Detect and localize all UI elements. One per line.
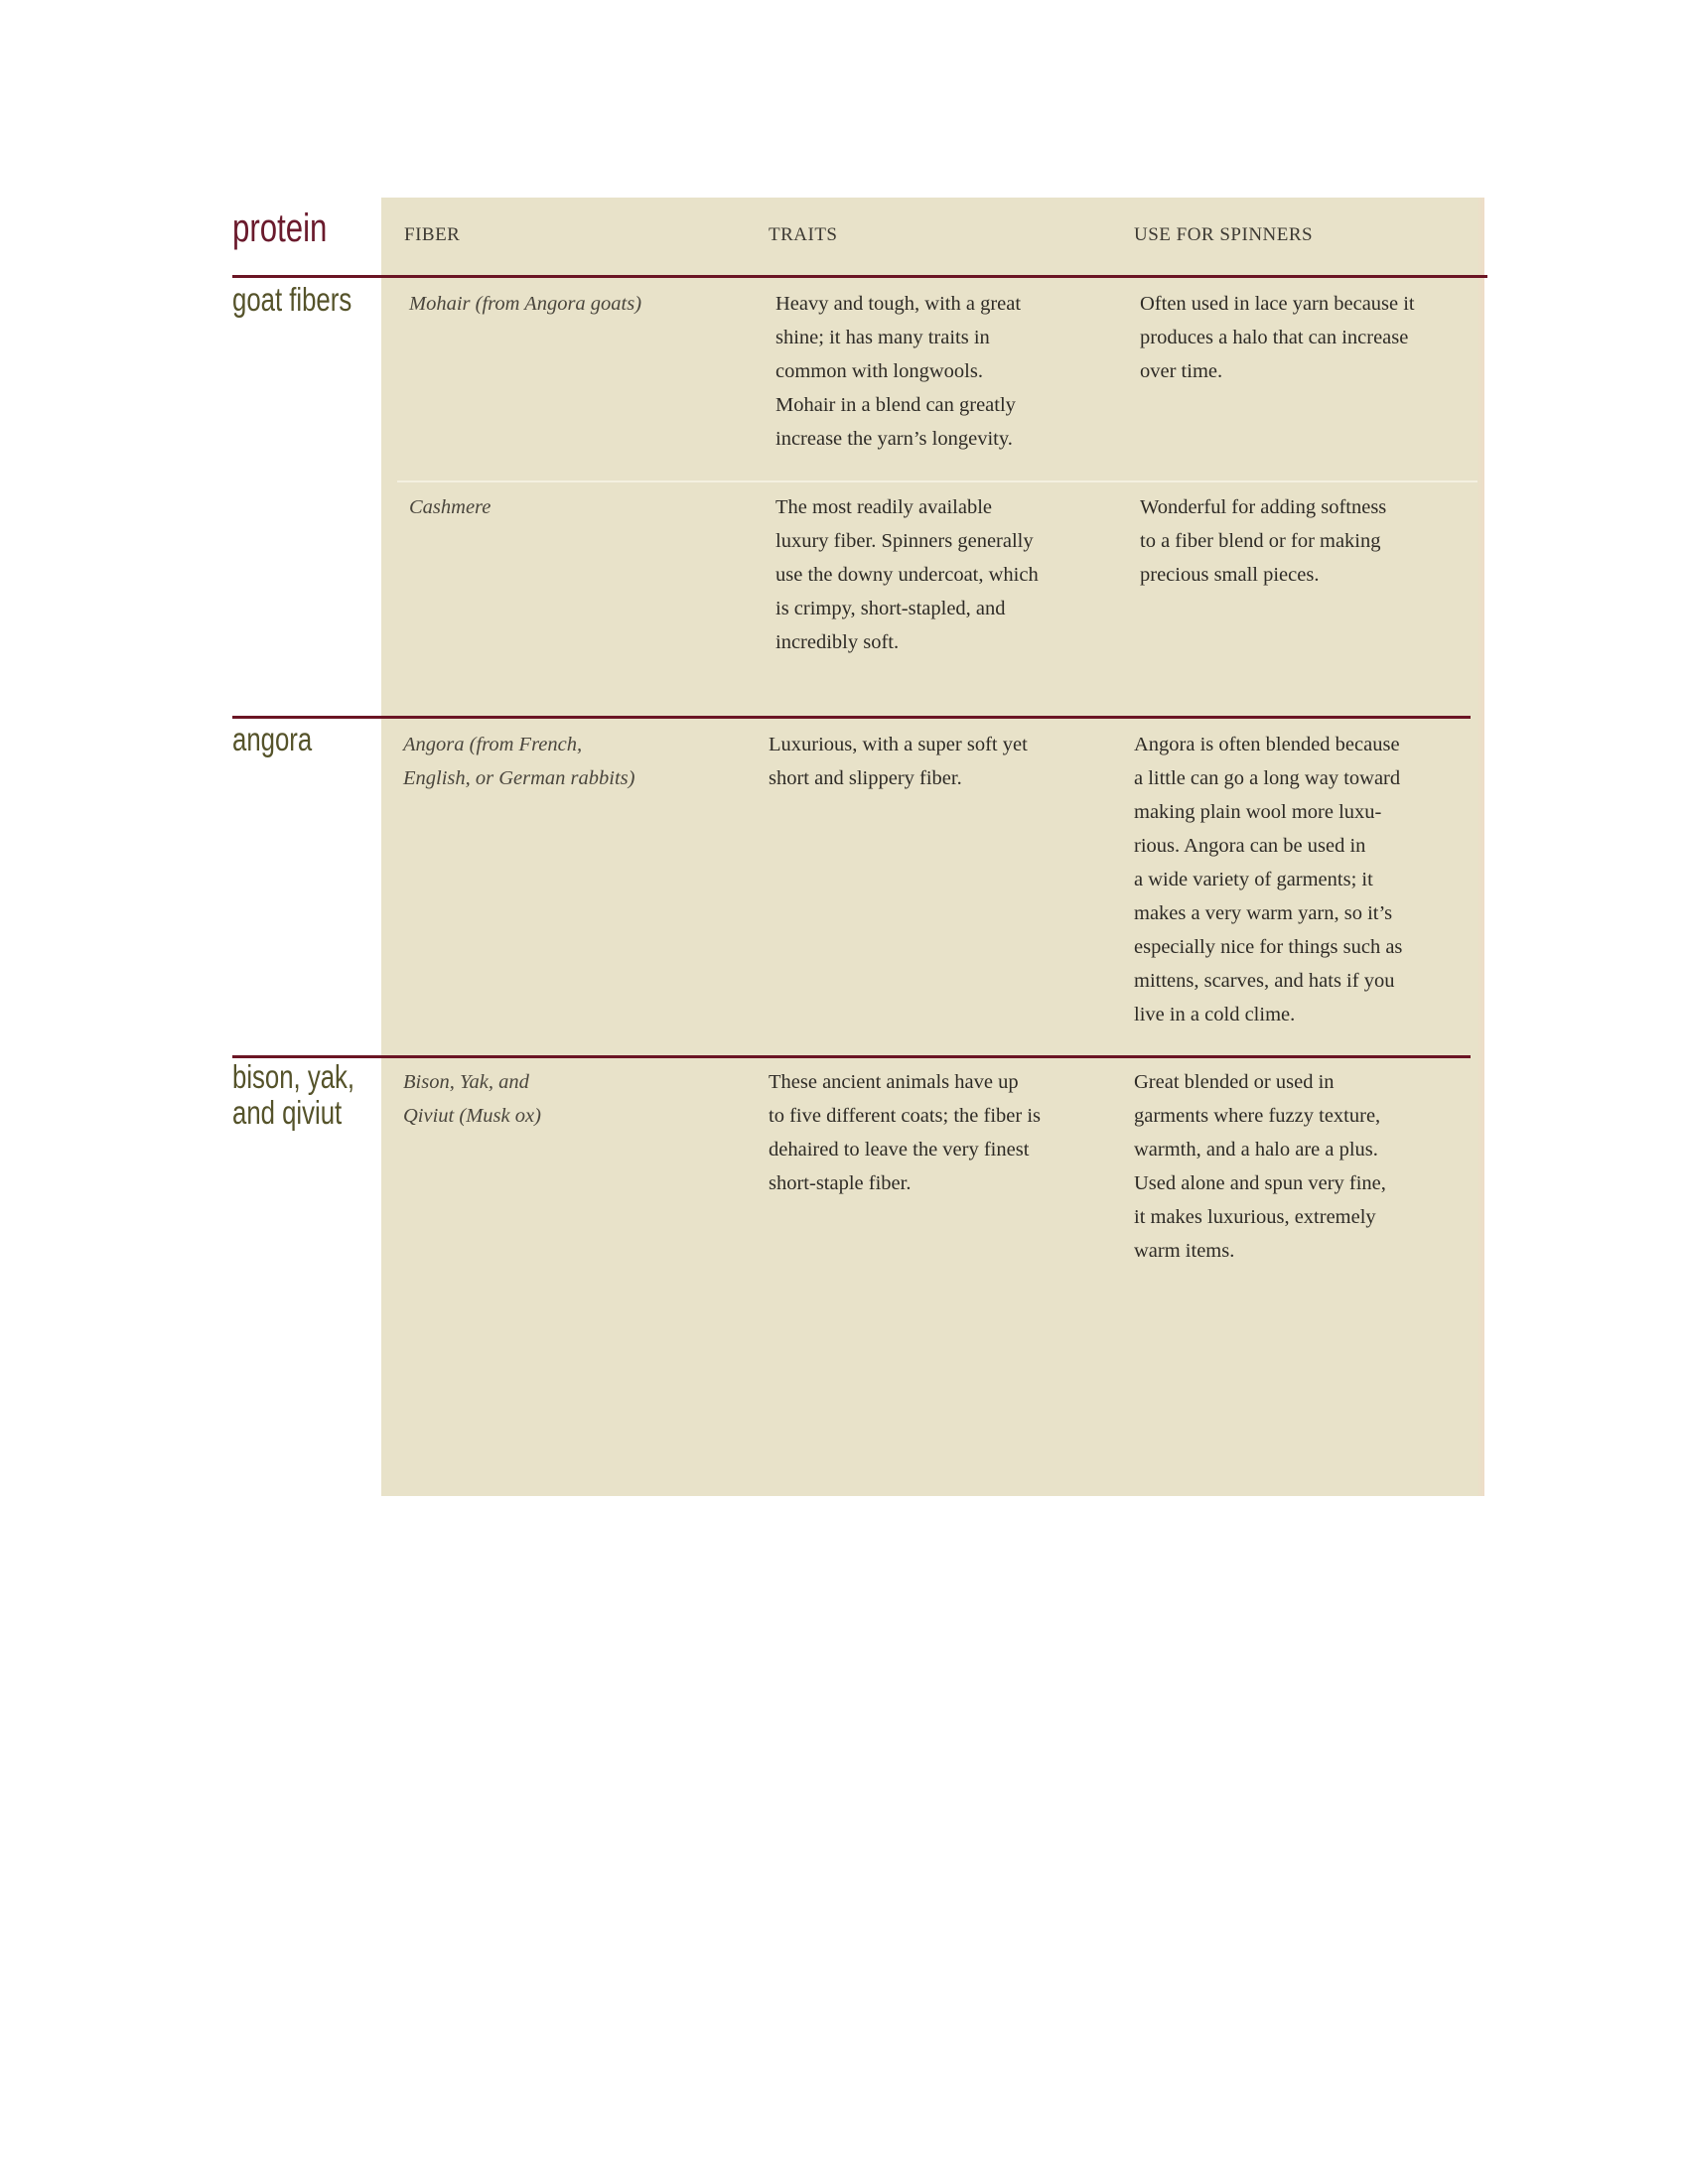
fiber-cell-angora [403, 728, 634, 795]
text-line: Mohair (from Angora goats) [409, 293, 642, 315]
label-line: and qiviut [232, 1094, 343, 1132]
text-line: Mohair in a blend can greatly [775, 394, 1016, 416]
group-label-goat-fibers [232, 282, 352, 318]
text-line: rious. Angora can be used in [1134, 835, 1366, 857]
text-line: especially nice for things such as [1134, 936, 1403, 958]
group-rule-bison [232, 1055, 1471, 1058]
group-label-angora [232, 722, 312, 757]
text-line: live in a cold clime. [1134, 1004, 1296, 1025]
text-line: The most readily available [775, 496, 993, 518]
header-rule [232, 275, 1487, 278]
text-line: Heavy and tough, with a great [775, 293, 1022, 315]
text-line: increase the yarn’s longevity. [775, 428, 1013, 450]
text-line: shine; it has many traits in [775, 327, 990, 348]
text-line: is crimpy, short-stapled, and [775, 598, 1006, 619]
text-line: warm items. [1134, 1240, 1235, 1262]
traits-cell-cashmere [775, 490, 1039, 659]
use-cell-mohair [1140, 287, 1415, 388]
header-fiber: FIBER [404, 224, 461, 245]
header-use-for-spinners: USE FOR SPINNERS [1134, 224, 1314, 245]
text-line: mittens, scarves, and hats if you [1134, 970, 1395, 992]
text-line: over time. [1140, 360, 1223, 382]
group-label-bison-yak-qiviut [232, 1059, 354, 1132]
text-line: use the downy undercoat, which [775, 564, 1039, 586]
text-line: Luxurious, with a super soft yet [769, 734, 1028, 755]
section-title: protein [232, 206, 328, 250]
traits-cell-angora [769, 728, 1028, 795]
text-line: Wonderful for adding softness [1140, 496, 1387, 518]
use-cell-angora [1134, 728, 1402, 1031]
text-line: short-staple fiber. [769, 1172, 912, 1194]
text-line: incredibly soft. [775, 631, 900, 653]
text-line: precious small pieces. [1140, 564, 1320, 586]
text-line: a little can go a long way toward [1134, 767, 1401, 789]
text-line: Angora (from French, [403, 734, 583, 755]
text-line: making plain wool more luxu- [1134, 801, 1382, 823]
text-line: a wide variety of garments; it [1134, 869, 1373, 890]
label-line: angora [232, 721, 313, 757]
text-line: warmth, and a halo are a plus. [1134, 1139, 1378, 1160]
text-line: it makes luxurious, extremely [1134, 1206, 1376, 1228]
use-cell-bison-yak-qiviut [1134, 1065, 1386, 1268]
fiber-cell-mohair [409, 287, 641, 321]
text-line: Qiviut (Musk ox) [403, 1105, 541, 1127]
text-line: English, or German rabbits) [403, 767, 635, 789]
text-line: luxury fiber. Spinners generally [775, 530, 1034, 552]
text-line: dehaired to leave the very finest [769, 1139, 1030, 1160]
label-line: goat fibers [232, 281, 352, 318]
traits-cell-mohair [775, 287, 1021, 456]
text-line: to five different coats; the fiber is [769, 1105, 1041, 1127]
text-line: Bison, Yak, and [403, 1071, 529, 1093]
use-cell-cashmere [1140, 490, 1386, 592]
label-line: bison, yak, [232, 1058, 355, 1095]
text-line: Used alone and spun very fine, [1134, 1172, 1386, 1194]
text-line: Angora is often blended because [1134, 734, 1400, 755]
text-line: produces a halo that can increase [1140, 327, 1409, 348]
text-line: garments where fuzzy texture, [1134, 1105, 1381, 1127]
text-line: makes a very warm yarn, so it’s [1134, 902, 1393, 924]
group-rule-angora [232, 716, 1471, 719]
text-line: Great blended or used in [1134, 1071, 1335, 1093]
traits-cell-bison-yak-qiviut [769, 1065, 1041, 1200]
row-divider [397, 480, 1477, 482]
fiber-cell-cashmere [409, 490, 491, 524]
text-line: Cashmere [409, 496, 492, 518]
fiber-cell-bison-yak-qiviut [403, 1065, 541, 1133]
text-line: common with longwools. [775, 360, 983, 382]
header-traits: TRAITS [769, 224, 838, 245]
text-line: Often used in lace yarn because it [1140, 293, 1415, 315]
text-line: short and slippery fiber. [769, 767, 962, 789]
text-line: to a fiber blend or for making [1140, 530, 1381, 552]
text-line: These ancient animals have up [769, 1071, 1019, 1093]
